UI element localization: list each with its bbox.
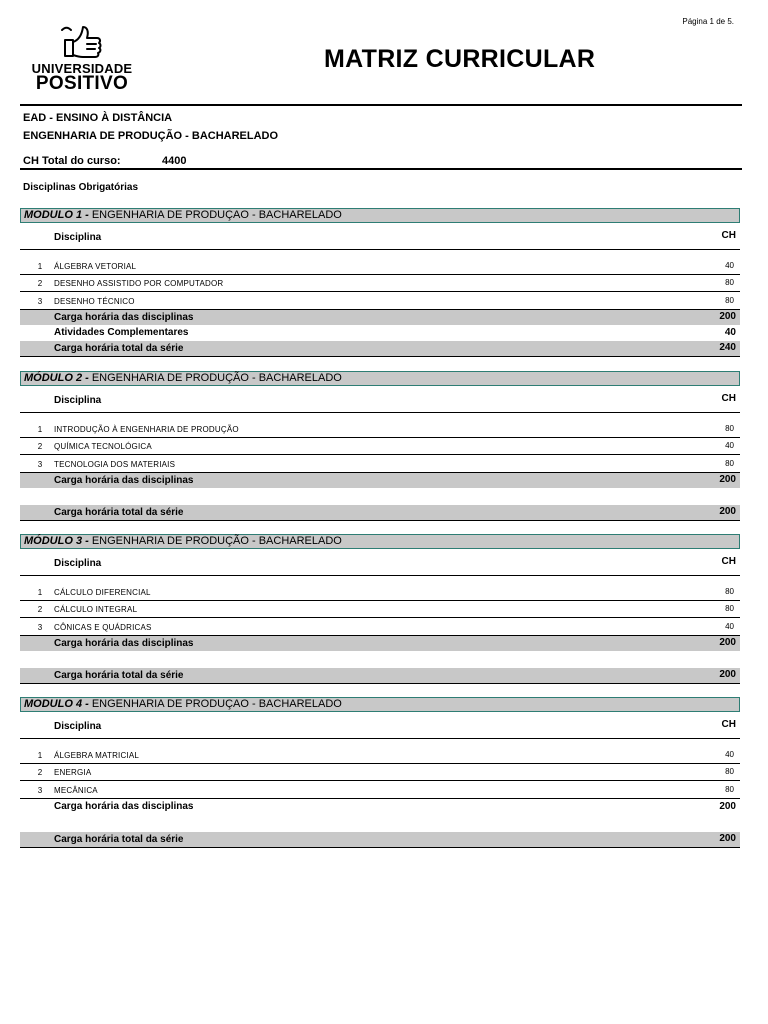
row-ch: 40 <box>725 622 734 631</box>
total-row <box>20 668 740 683</box>
row-number: 2 <box>37 768 43 777</box>
activities-row <box>20 325 740 341</box>
course-name: ENGENHARIA DE PRODUÇÃO - BACHARELADO <box>23 130 279 142</box>
ch-total-label: CH Total do curso: <box>23 155 121 167</box>
row-discipline: ENERGIA <box>54 768 92 777</box>
table-row <box>20 764 740 781</box>
row-ch: 40 <box>725 261 734 270</box>
row-ch: 80 <box>725 785 734 794</box>
table-row <box>20 576 740 601</box>
subtotal-value: 200 <box>719 311 736 322</box>
table-row <box>20 292 740 310</box>
row-discipline: CÁLCULO DIFERENCIAL <box>54 588 151 597</box>
row-ch: 80 <box>725 587 734 596</box>
row-ch: 40 <box>725 441 734 450</box>
activities-label: Atividades Complementares <box>54 327 189 338</box>
row-number: 3 <box>37 297 43 306</box>
module-1 <box>20 208 740 357</box>
module-header <box>20 534 740 549</box>
table-row <box>20 455 740 473</box>
module-label: MÓDULO 2 - <box>24 372 89 384</box>
column-disciplina: Disciplina <box>54 721 102 732</box>
course-divider <box>20 168 742 170</box>
total-value: 200 <box>719 506 736 517</box>
column-disciplina: Disciplina <box>54 232 102 243</box>
activities-value: 40 <box>724 327 736 338</box>
module-header <box>20 371 740 386</box>
row-number: 2 <box>37 605 43 614</box>
row-discipline: ÁLGEBRA MATRICIAL <box>54 751 140 760</box>
row-number: 2 <box>37 279 43 288</box>
header-divider <box>20 104 742 106</box>
row-ch: 80 <box>725 296 734 305</box>
module-label: MÓDULO 3 - <box>24 535 89 547</box>
module-name: ENGENHARIA DE PRODUÇÃO - BACHARELADO <box>88 535 342 547</box>
subtotal-value: 200 <box>719 637 736 648</box>
row-ch: 80 <box>725 278 734 287</box>
column-ch: CH <box>721 719 736 730</box>
row-number: 3 <box>37 786 43 795</box>
thumbs-up-icon <box>59 22 105 60</box>
total-row <box>20 832 740 847</box>
column-ch: CH <box>721 230 736 241</box>
row-number: 1 <box>37 588 43 597</box>
course-mode: EAD - ENSINO À DISTÂNCIA <box>23 112 173 124</box>
row-ch: 80 <box>725 424 734 433</box>
module-header <box>20 697 740 712</box>
total-value: 240 <box>719 342 736 353</box>
total-row <box>20 341 740 356</box>
subtotal-label: Carga horária das disciplinas <box>54 475 194 486</box>
module-4 <box>20 697 740 848</box>
row-number: 2 <box>37 442 43 451</box>
module-label: MODULO 4 - <box>24 698 89 710</box>
row-discipline: ÁLGEBRA VETORIAL <box>54 262 137 271</box>
column-header <box>20 549 740 576</box>
row-discipline: DESENHO TÉCNICO <box>54 297 135 306</box>
module-3 <box>20 534 740 684</box>
section-title: Disciplinas Obrigatórias <box>23 182 139 193</box>
total-label: Carga horária total da série <box>54 670 184 681</box>
module-end-divider <box>20 847 740 848</box>
module-end-divider <box>20 520 740 521</box>
total-value: 200 <box>719 833 736 844</box>
subtotal-value: 200 <box>719 474 736 485</box>
row-ch: 40 <box>725 750 734 759</box>
university-logo <box>26 22 138 96</box>
logo-text-line1: UNIVERSIDADE <box>31 61 133 76</box>
subtotal-row <box>20 473 740 488</box>
module-2 <box>20 371 740 521</box>
column-header <box>20 223 740 250</box>
module-label: MODULO 1 - <box>24 209 89 221</box>
column-ch: CH <box>721 556 736 567</box>
ch-total-value: 4400 <box>162 155 187 167</box>
subtotal-row <box>20 799 740 815</box>
row-number: 1 <box>37 751 43 760</box>
table-row <box>20 438 740 455</box>
column-header <box>20 386 740 413</box>
subtotal-value: 200 <box>719 801 736 812</box>
module-header <box>20 208 740 223</box>
module-name: ENGENHARIA DE PRODUÇAO - BACHARELADO <box>88 209 342 221</box>
logo-text-line2: POSITIVO <box>35 73 129 94</box>
document-title: MATRIZ CURRICULAR <box>324 45 596 73</box>
row-discipline: CÔNICAS E QUÁDRICAS <box>54 623 152 632</box>
module-name: ENGENHARIA DE PRODUÇAO - BACHARELADO <box>88 698 342 710</box>
row-discipline: DESENHO ASSISTIDO POR COMPUTADOR <box>54 279 224 288</box>
total-row <box>20 505 740 520</box>
subtotal-label: Carga horária das disciplinas <box>54 801 194 812</box>
spacer <box>20 651 740 668</box>
row-number: 1 <box>37 425 43 434</box>
table-row <box>20 618 740 636</box>
row-ch: 80 <box>725 459 734 468</box>
total-label: Carga horária total da série <box>54 507 184 518</box>
subtotal-row <box>20 310 740 325</box>
table-row <box>20 601 740 618</box>
column-ch: CH <box>721 393 736 404</box>
total-label: Carga horária total da série <box>54 343 184 354</box>
total-value: 200 <box>719 669 736 680</box>
table-row <box>20 781 740 799</box>
subtotal-label: Carga horária das disciplinas <box>54 638 194 649</box>
module-end-divider <box>20 683 740 684</box>
row-discipline: MECÂNICA <box>54 786 98 795</box>
spacer <box>20 488 740 505</box>
table-row <box>20 250 740 275</box>
subtotal-row <box>20 636 740 651</box>
table-row <box>20 739 740 764</box>
row-discipline: TECNOLOGIA DOS MATERIAIS <box>54 460 176 469</box>
row-discipline: INTRODUÇÃO À ENGENHARIA DE PRODUÇÃO <box>54 425 239 434</box>
row-ch: 80 <box>725 767 734 776</box>
row-number: 3 <box>37 623 43 632</box>
table-row <box>20 413 740 438</box>
row-number: 1 <box>37 262 43 271</box>
row-discipline: QUÍMICA TECNOLÓGICA <box>54 442 152 451</box>
row-number: 3 <box>37 460 43 469</box>
total-label: Carga horária total da série <box>54 834 184 845</box>
column-disciplina: Disciplina <box>54 395 102 406</box>
module-name: ENGENHARIA DE PRODUÇÃO - BACHARELADO <box>88 372 342 384</box>
column-header <box>20 712 740 739</box>
module-end-divider <box>20 356 740 357</box>
spacer <box>20 815 740 832</box>
row-ch: 80 <box>725 604 734 613</box>
subtotal-label: Carga horária das disciplinas <box>54 312 194 323</box>
page-number: Página 1 de 5. <box>682 17 734 26</box>
row-discipline: CÁLCULO INTEGRAL <box>54 605 138 614</box>
column-disciplina: Disciplina <box>54 558 102 569</box>
table-row <box>20 275 740 292</box>
